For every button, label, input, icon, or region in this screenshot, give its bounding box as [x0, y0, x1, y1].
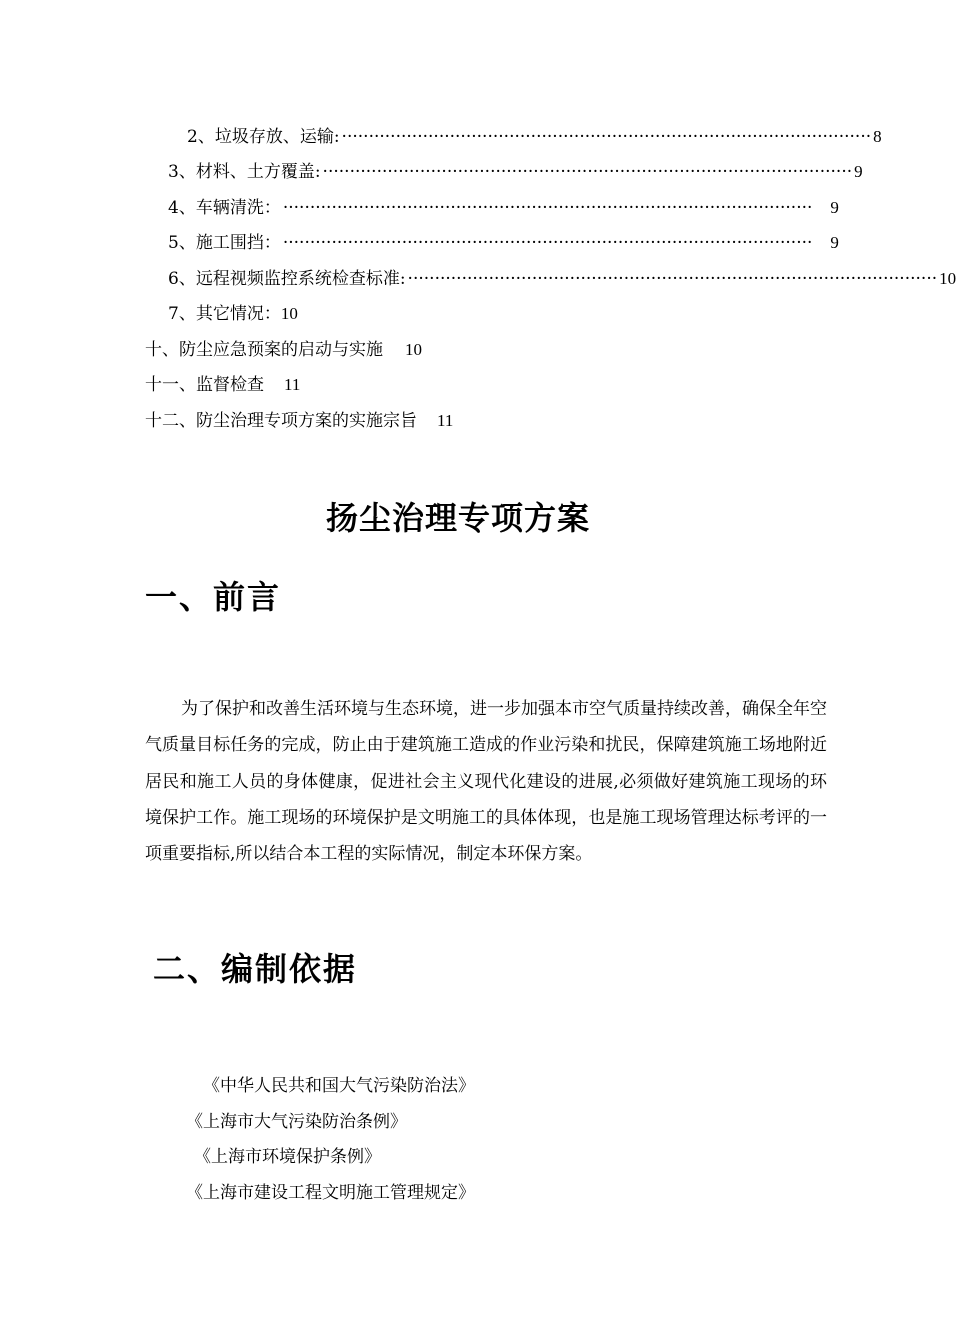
toc-entry-text: 7、其它情况：	[168, 304, 281, 324]
toc-entry-page: 10	[280, 304, 298, 323]
toc-entry-page: 11	[437, 411, 454, 430]
preface-paragraph-text: 为了保护和改善生活环境与生态环境，进一步加强本市空气质量持续改善，确保全年空气质量目标任务的完成，防止由于建筑施工造成的作业污染和扰民，保障建筑施工场地附近居民和施工人员的身体健康，促进社会主义现代化建设的进展,必须做好建筑施工现场的环境保护工作。施工现场的环境保护是文明施工的具体体现，也是施工现场管理达标考评的一项重要指标,所以结合本工程的实际情况，制定本环保方案。	[145, 699, 827, 865]
toc-entry-page: 10	[939, 269, 956, 288]
toc-entry-text: 4、车辆清洗：	[168, 198, 281, 218]
toc-entry[interactable]	[145, 339, 422, 361]
toc-leader-dots: ··································································································	[341, 127, 872, 147]
toc-entry[interactable]	[168, 303, 298, 325]
reference-item: 《上海市大气污染防治条例》	[186, 1112, 407, 1132]
toc-leader-dots: ··································································································	[407, 269, 938, 289]
toc-entry-text: 2、垃圾存放、运输:	[187, 127, 340, 147]
toc-entry-page: 8	[873, 127, 882, 146]
toc-entry-text: 十一、监督检查	[145, 375, 264, 395]
section-heading-preface: 一、前言	[145, 578, 282, 616]
toc-leader-dots: ··································································································	[282, 198, 813, 218]
preface-paragraph	[145, 691, 827, 872]
toc-entry-page: 9	[830, 198, 839, 217]
toc-entry[interactable]	[168, 268, 956, 290]
toc-entry-page: 9	[854, 162, 863, 181]
toc-entry-text: 6、远程视频监控系统检查标准:	[168, 269, 406, 289]
reference-item: 《上海市环境保护条例》	[194, 1147, 381, 1167]
toc-entry[interactable]	[168, 232, 839, 254]
toc-entry[interactable]	[187, 126, 882, 148]
toc-entry[interactable]	[168, 161, 863, 183]
toc-entry[interactable]	[145, 374, 300, 396]
toc-leader-dots: ··································································································	[322, 162, 853, 182]
toc-entry-text: 十、防尘应急预案的启动与实施	[145, 340, 383, 360]
toc-entry-page: 10	[405, 340, 422, 359]
toc-entry-text: 5、施工围挡：	[168, 233, 281, 253]
toc-entry-page: 9	[830, 233, 839, 252]
document-title: 扬尘治理专项方案	[325, 499, 590, 537]
toc-entry-page: 11	[284, 375, 301, 394]
reference-item: 《中华人民共和国大气污染防治法》	[203, 1076, 475, 1096]
toc-entry[interactable]	[145, 410, 453, 432]
toc-entry-text: 十二、防尘治理专项方案的实施宗旨	[145, 411, 417, 431]
toc-entry[interactable]	[168, 197, 839, 219]
section-heading-basis: 二、编制依据	[153, 950, 358, 988]
toc-leader-dots: ··································································································	[282, 233, 813, 253]
reference-item: 《上海市建设工程文明施工管理规定》	[186, 1183, 475, 1203]
toc-entry-text: 3、材料、土方覆盖:	[168, 162, 321, 182]
